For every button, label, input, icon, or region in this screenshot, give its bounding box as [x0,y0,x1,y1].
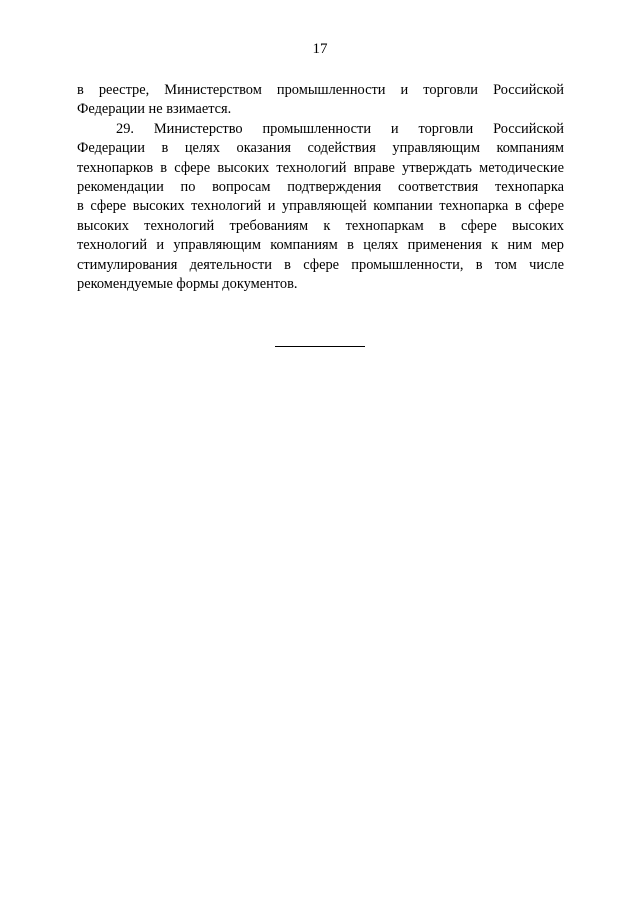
paragraph-2-line: технопарков в сфере высоких технологий вправе утверждать методические [77,159,564,176]
document-body [77,81,564,294]
paragraph-2-line: стимулирования деятельности в сфере промышленности, в том числе [77,256,564,273]
paragraph-2-line: рекомендации по вопросам подтверждения соответствия технопарка [77,178,564,195]
paragraph-2-line: 29. Министерство промышленности и торговли Российской [116,120,564,137]
paragraph-2-line: рекомендуемые формы документов. [77,275,298,292]
paragraph-1-line: в реестре, Министерством промышленности и торговли Российской [77,82,564,98]
paragraph-2-line: в сфере высоких технологий и управляющей компании технопарка в сфере [77,198,564,215]
end-separator-line [275,346,365,347]
paragraph-2-line: технологий и управляющим компаниям в целях применения к ним мер [77,237,564,254]
paragraph-1-line: Федерации не взимается. [77,101,232,118]
page-number: 17 [312,41,328,57]
paragraph-2-line: Федерации в целях оказания содействия управляющим компаниям [77,140,564,157]
paragraph-2-line: высоких технологий требованиям к технопаркам в сфере высоких [77,217,564,234]
